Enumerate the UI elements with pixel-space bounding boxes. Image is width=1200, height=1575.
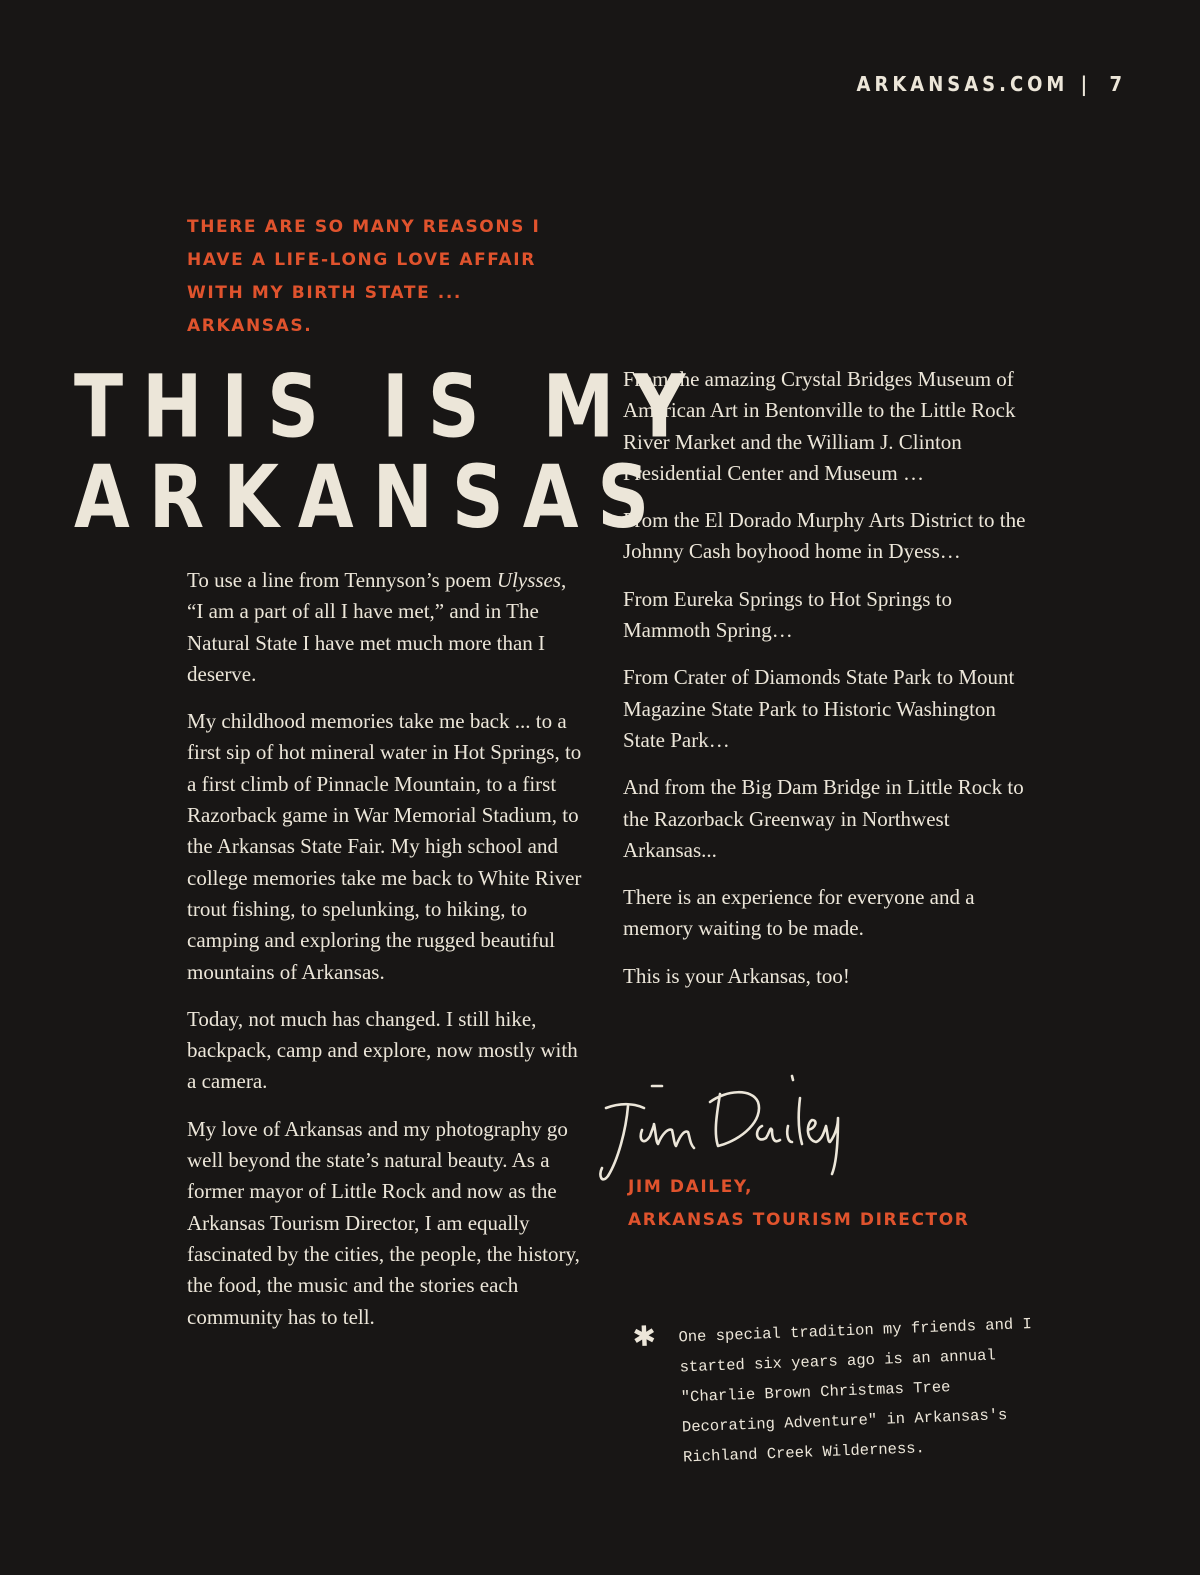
kicker-text: THERE ARE SO MANY REASONS I HAVE A LIFE-LONG LOVE AFFAIR WITH MY BIRTH STATE ... ARKANSAS. <box>187 217 541 336</box>
author-name: JIM DAILEY, <box>628 1177 754 1197</box>
left-column <box>187 565 587 1349</box>
paragraph: From Eureka Springs to Hot Springs to Mammoth Spring… <box>623 586 952 643</box>
folio-separator: | <box>1080 72 1092 96</box>
paragraph: From the El Dorado Murphy Arts District to the Johnny Cash boyhood home in Dyess… <box>623 508 1026 564</box>
paragraph <box>187 565 587 690</box>
site-name: ARKANSAS.COM <box>856 72 1069 96</box>
side-note <box>631 1308 1055 1474</box>
poem-title: Ulysses <box>496 568 562 592</box>
title-line-2: ARKANSAS <box>74 447 669 548</box>
note-text: One special tradition my friends and I started six years ago is an annual "Charlie Brown Christmas Tree Decorating Adventure" in Arkansas's Richland Creek Wilderness. <box>678 1314 1033 1467</box>
page-number: 7 <box>1109 72 1126 96</box>
page-folio <box>857 72 1126 96</box>
paragraph: My love of Arkansas and my photography go well beyond the state’s natural beauty. As a former mayor of Little Rock and now as the Arkansas Tourism Director, I am equally fascinated by the cities, the people, the history, the food, the music and the stories each community has to tell. <box>187 1116 580 1329</box>
right-column <box>623 364 1028 1008</box>
title-line-1: THIS IS MY <box>74 356 705 458</box>
paragraph: From Crater of Diamonds State Park to Mount Magazine State Park to Historic Washington State Park… <box>623 665 1015 752</box>
author-role: ARKANSAS TOURISM DIRECTOR <box>628 1210 970 1230</box>
paragraph: From the amazing Crystal Bridges Museum of American Art in Bentonville to the Little Rock River Market and the William J. Clinton Presidential Center and Museum … <box>623 367 1016 485</box>
author-byline <box>628 1171 969 1237</box>
paragraph-text: , “I am a part of all I have met,” and in The Natural State I have met much more than I deserve. <box>187 568 567 686</box>
paragraph-text: To use a line from Tennyson’s poem <box>187 568 497 592</box>
paragraph: Today, not much has changed. I still hike, backpack, camp and explore, now mostly with a camera. <box>187 1006 578 1094</box>
asterisk-icon: ✱ <box>631 1319 657 1354</box>
paragraph: This is your Arkansas, too! <box>623 963 850 988</box>
page-title <box>74 356 705 548</box>
paragraph: My childhood memories take me back ... to a first sip of hot mineral water in Hot Springs, to a first climb of Pinnacle Mountain, to a first Razorback game in War Memorial Stadium, to the Arkansas State Fair. My high school and college memories take me back to White River trout fishing, to spelunking, to hiking, to camping and exploring the rugged beautiful mountains of Arkansas. <box>187 709 582 984</box>
paragraph: There is an experience for everyone and a memory waiting to be made. <box>623 885 975 941</box>
paragraph: And from the Big Dam Bridge in Little Rock to the Razorback Greenway in Northwest Arkansas... <box>623 775 1024 862</box>
